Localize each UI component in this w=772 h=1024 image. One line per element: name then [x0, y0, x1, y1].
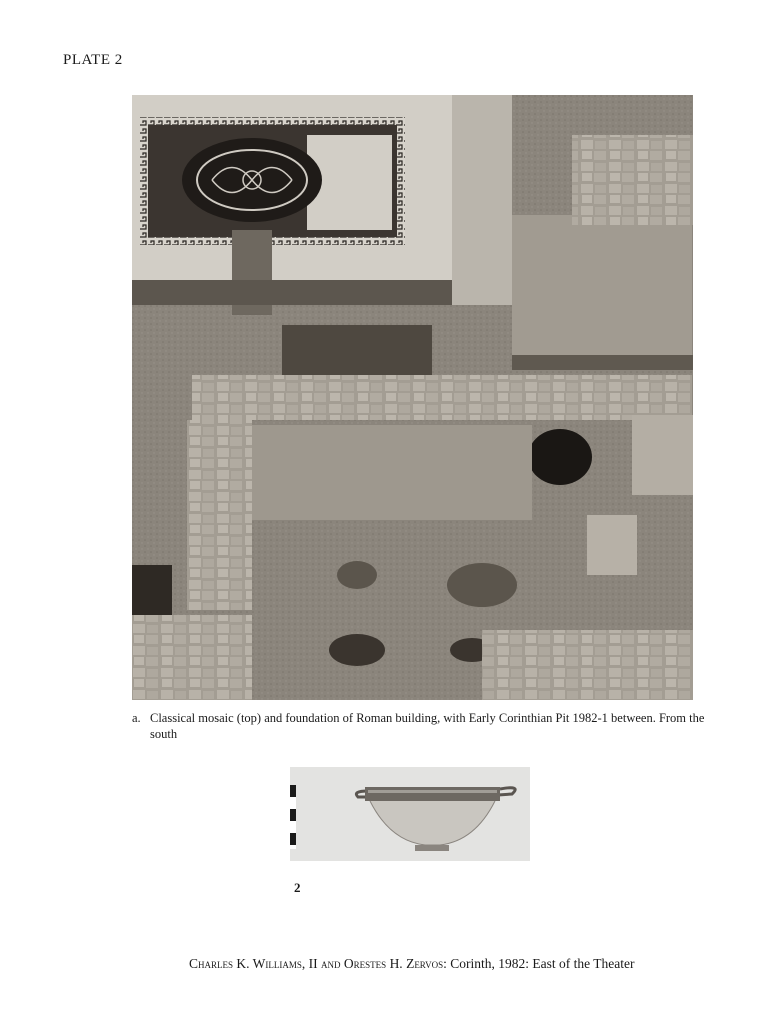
kotyle-photo	[290, 767, 530, 861]
author2-first-rest: restes	[353, 956, 387, 971]
author2-initial: O	[343, 956, 354, 971]
excavation-photo	[132, 95, 693, 700]
author1-last-rest: illiams	[265, 956, 302, 971]
figure-a-letter: a.	[132, 711, 141, 725]
figure-2-number: 2	[294, 880, 301, 895]
and-word: and	[321, 956, 341, 971]
author2-middle: H.	[386, 956, 407, 971]
author1-initial: C	[189, 956, 199, 971]
author1-suffix: , II	[301, 956, 322, 971]
author1-middle: K.	[233, 956, 253, 971]
footer-title: : Corinth, 1982: East of the Theater	[443, 956, 635, 971]
author2-last-rest: ervos	[414, 956, 444, 971]
author1-first-rest: harles	[198, 956, 234, 971]
running-footer	[189, 956, 634, 972]
author2-last-initial: Z	[406, 956, 415, 971]
author1-last-initial: W	[252, 956, 266, 971]
figure-a-caption-text: Classical mosaic (top) and foundation of Roman building, with Early Corinthian Pit 1982-1 between. From the south	[150, 711, 705, 741]
plate-label: PLATE 2	[63, 52, 123, 68]
